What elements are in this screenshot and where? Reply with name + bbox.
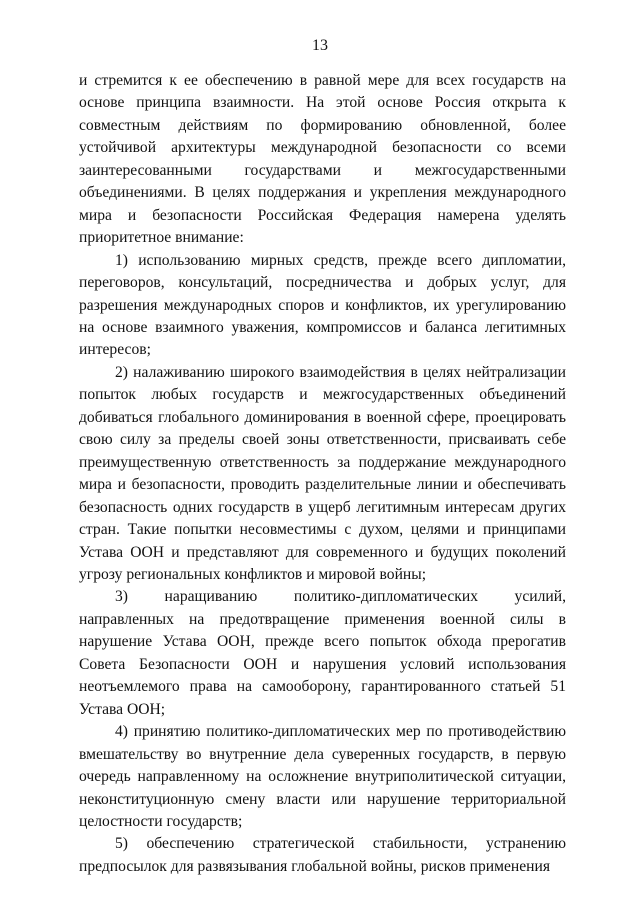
document-body	[79, 70, 566, 878]
list-item-1: 1) использованию мирных средств, прежде всего дипломатии, переговоров, консультаций, посредничества и добрых услуг, для разрешения международных споров и конфликтов, их урегулированию на основе взаимного уважения, компромиссов и баланса легитимных интересов;	[79, 251, 566, 359]
list-item-3: 3) наращиванию политико-дипломатических усилий, направленных на предотвращение применения военной силы в нарушение Устава ООН, прежде всего попыток обхода прерогатив Совета Безопасности ООН и нарушения условий использования неотъемлемого права на самооборону, гарантированного статьей 51 Устава ООН;	[79, 588, 566, 718]
paragraph-intro: и стремится к ее обеспечению в равной мере для всех государств на основе принципа взаимности. На этой основе Россия открыта к совместным действиям по формированию обновленной, более устойчивой архитектуры международной безопасности со всеми заинтересованными государствами и межгосударственными объединениями. В целях поддержания и укрепления международного мира и безопасности Российская Федерация намерена уделять приоритетное внимание:	[79, 72, 566, 247]
list-item-2: 2) налаживанию широкого взаимодействия в целях нейтрализации попыток любых государств и межгосударственных объединений добиваться глобального доминирования в военной сфере, проецировать свою силу за пределы своей зоны ответственности, присваивать себе преимущественную ответственность за поддержание международного мира и безопасности, проводить разделительные линии и обеспечивать безопасность одних государств в ущерб легитимным интересам других стран. Такие попытки несовместимы с духом, целями и принципами Устава ООН и представляют для современного и будущих поколений угрозу региональных конфликтов и мировой войны;	[79, 363, 566, 583]
page-number: 13	[312, 37, 328, 54]
list-item-4: 4) принятию политико-дипломатических мер по противодействию вмешательству во внутренние дела суверенных государств, в первую очередь направленному на осложнение внутриполитической ситуации, неконституционную смену власти или нарушение территориальной целостности государств;	[79, 723, 566, 830]
list-item-5: 5) обеспечению стратегической стабильности, устранению предпосылок для развязывания глобальной войны, рисков применения	[79, 835, 566, 875]
